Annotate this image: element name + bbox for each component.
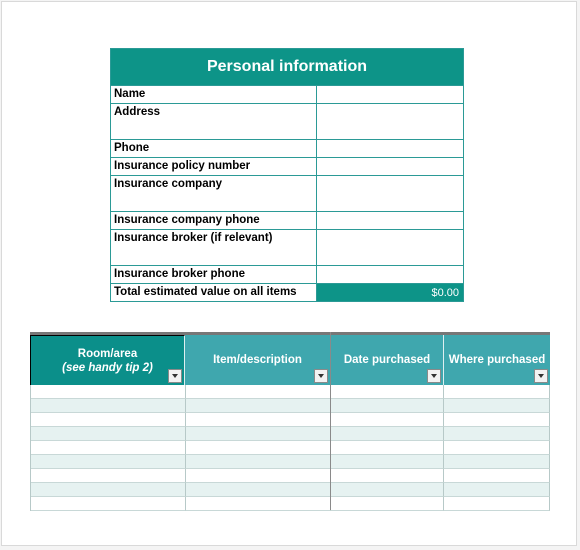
table-cell[interactable] <box>444 455 550 469</box>
table-row <box>31 497 550 511</box>
table-row <box>31 455 550 469</box>
pi-label: Insurance company <box>111 176 317 211</box>
table-cell[interactable] <box>31 413 186 427</box>
table-row <box>31 441 550 455</box>
address-field[interactable] <box>317 104 463 139</box>
table-cell[interactable] <box>31 469 186 483</box>
pi-row-broker <box>111 229 463 265</box>
pi-label: Address <box>111 104 317 139</box>
column-label: Date purchased <box>343 354 431 366</box>
column-divider <box>330 332 331 510</box>
personal-information-table <box>110 48 464 302</box>
table-cell[interactable] <box>444 413 550 427</box>
table-cell[interactable] <box>186 399 332 413</box>
table-cell[interactable] <box>186 455 332 469</box>
table-cell[interactable] <box>331 385 444 399</box>
table-cell[interactable] <box>331 469 444 483</box>
inventory-body <box>30 385 550 511</box>
table-cell[interactable] <box>186 413 332 427</box>
column-header-item-description <box>185 335 331 385</box>
table-cell[interactable] <box>31 399 186 413</box>
table-cell[interactable] <box>186 469 332 483</box>
chevron-down-icon <box>431 374 437 378</box>
pi-label: Insurance broker phone <box>111 266 317 283</box>
pi-row-company-phone <box>111 211 463 229</box>
table-row <box>31 483 550 497</box>
table-cell[interactable] <box>444 427 550 441</box>
filter-dropdown-button[interactable] <box>427 369 441 383</box>
table-cell[interactable] <box>331 399 444 413</box>
pi-row-insurance-company <box>111 175 463 211</box>
table-row <box>31 399 550 413</box>
table-cell[interactable] <box>444 441 550 455</box>
table-row <box>31 385 550 399</box>
pi-label: Phone <box>111 140 317 157</box>
table-cell[interactable] <box>444 469 550 483</box>
spreadsheet-page <box>1 1 577 546</box>
total-value: $0.00 <box>317 284 463 301</box>
table-cell[interactable] <box>331 455 444 469</box>
table-cell[interactable] <box>186 441 332 455</box>
table-cell[interactable] <box>444 483 550 497</box>
broker-field[interactable] <box>317 230 463 265</box>
table-cell[interactable] <box>186 385 332 399</box>
column-label: Room/area <box>77 347 138 360</box>
filter-dropdown-button[interactable] <box>314 369 328 383</box>
pi-row-policy-number <box>111 157 463 175</box>
pi-row-broker-phone <box>111 265 463 283</box>
pi-label: Insurance policy number <box>111 158 317 175</box>
table-cell[interactable] <box>331 413 444 427</box>
broker-phone-field[interactable] <box>317 266 463 283</box>
filter-dropdown-button[interactable] <box>168 369 182 383</box>
table-cell[interactable] <box>31 497 186 511</box>
company-phone-field[interactable] <box>317 212 463 229</box>
pi-label: Insurance company phone <box>111 212 317 229</box>
table-cell[interactable] <box>31 455 186 469</box>
total-label: Total estimated value on all items <box>111 284 317 301</box>
inventory-header-row <box>30 335 550 385</box>
table-cell[interactable] <box>331 483 444 497</box>
column-header-where-purchased <box>444 335 550 385</box>
pi-label: Insurance broker (if relevant) <box>111 230 317 265</box>
table-cell[interactable] <box>331 441 444 455</box>
filter-dropdown-button[interactable] <box>534 369 548 383</box>
column-sublabel: (see handy tip 2) <box>62 361 153 374</box>
table-cell[interactable] <box>444 497 550 511</box>
table-row <box>31 413 550 427</box>
column-label: Where purchased <box>448 354 546 366</box>
personal-information-title: Personal information <box>111 49 463 85</box>
table-cell[interactable] <box>444 385 550 399</box>
table-cell[interactable] <box>444 399 550 413</box>
chevron-down-icon <box>172 374 178 378</box>
table-cell[interactable] <box>186 497 332 511</box>
name-field[interactable] <box>317 86 463 103</box>
chevron-down-icon <box>318 374 324 378</box>
pi-row-name <box>111 85 463 103</box>
column-header-date-purchased <box>331 335 444 385</box>
table-cell[interactable] <box>31 483 186 497</box>
pi-row-total <box>111 283 463 301</box>
column-header-room-area <box>30 335 185 385</box>
phone-field[interactable] <box>317 140 463 157</box>
table-cell[interactable] <box>31 441 186 455</box>
chevron-down-icon <box>538 374 544 378</box>
pi-row-phone <box>111 139 463 157</box>
insurance-company-field[interactable] <box>317 176 463 211</box>
inventory-table <box>30 332 550 511</box>
table-cell[interactable] <box>331 427 444 441</box>
column-label: Item/description <box>213 354 302 366</box>
pi-label: Name <box>111 86 317 103</box>
table-cell[interactable] <box>331 497 444 511</box>
table-row <box>31 469 550 483</box>
pi-row-address <box>111 103 463 139</box>
table-cell[interactable] <box>31 427 186 441</box>
table-cell[interactable] <box>31 385 186 399</box>
table-row <box>31 427 550 441</box>
policy-number-field[interactable] <box>317 158 463 175</box>
table-cell[interactable] <box>186 427 332 441</box>
table-cell[interactable] <box>186 483 332 497</box>
